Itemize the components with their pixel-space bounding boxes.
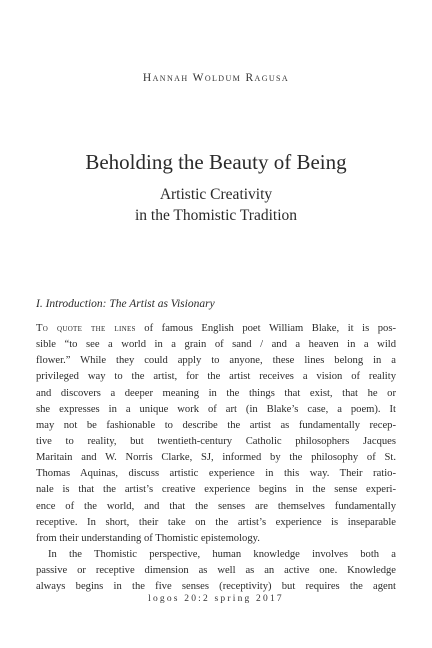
paragraph-1-line: sible “to see a world in a grain of sand / and a heaven in a wild <box>36 339 396 351</box>
article-title: Beholding the Beauty of Being <box>85 150 347 174</box>
paragraph-1-line: may not be fashionable to describe the artist as fundamentally recep- <box>36 419 396 431</box>
section-heading: I. Introduction: The Artist as Visionary <box>36 298 215 310</box>
paragraph-2-line: always begins in the five senses (receptivity) but requires the agent <box>36 581 396 593</box>
author-name: Hannah Woldum Ragusa <box>142 72 290 84</box>
paragraph-1-line: Maritain and W. Norris Clarke, SJ, informed by the philosophy of St. <box>36 452 396 464</box>
paragraph-1-line: receptive. In short, their take on the artist’s experience is inseparable <box>36 516 396 528</box>
paragraph-1-line: and discovers a deeper meaning in the things that exist, that he or <box>36 387 396 399</box>
paragraph-1-line: ence of the world, and that the senses are themselves fundamentally <box>36 500 396 512</box>
paragraph-1-line: privileged way to the artist, for the artist receives a vision of reality <box>36 371 396 383</box>
body-text <box>36 321 396 595</box>
paragraph-2-line: In the Thomistic perspective, human knowledge involves both a <box>48 548 396 560</box>
paragraph-1-line: nale is that the artist’s creative experience begins in the sense experi- <box>36 484 396 496</box>
paragraph-1-line: flower.” While they could apply to anyone, these lines belong in a <box>36 355 396 367</box>
paragraph-1-line: Thomas Aquinas, discuss artistic experience in this way. Their ratio- <box>36 468 396 480</box>
line-1-rest: of famous English poet William Blake, it is pos- <box>135 323 396 334</box>
paragraph-1-line: from their understanding of Thomistic epistemology. <box>36 532 260 544</box>
subtitle-line-2: in the Thomistic Tradition <box>134 207 298 224</box>
journal-footer: logos 20:2 spring 2017 <box>148 594 284 604</box>
paragraph-2-line: passive or receptive dimension as well as an active one. Knowledge <box>36 565 396 577</box>
subtitle-line-1: Artistic Creativity <box>159 186 273 203</box>
paragraph-1-line: she expresses in a unique work of art (in Blake’s case, a poem). It <box>36 403 396 415</box>
article-subtitle <box>0 184 432 226</box>
paragraph-1-line-1 <box>36 321 396 337</box>
paragraph-1-line: tive to reality, but twentieth-century Catholic philosophers Jacques <box>36 435 396 447</box>
small-caps-lead: To quote the lines <box>36 323 136 334</box>
